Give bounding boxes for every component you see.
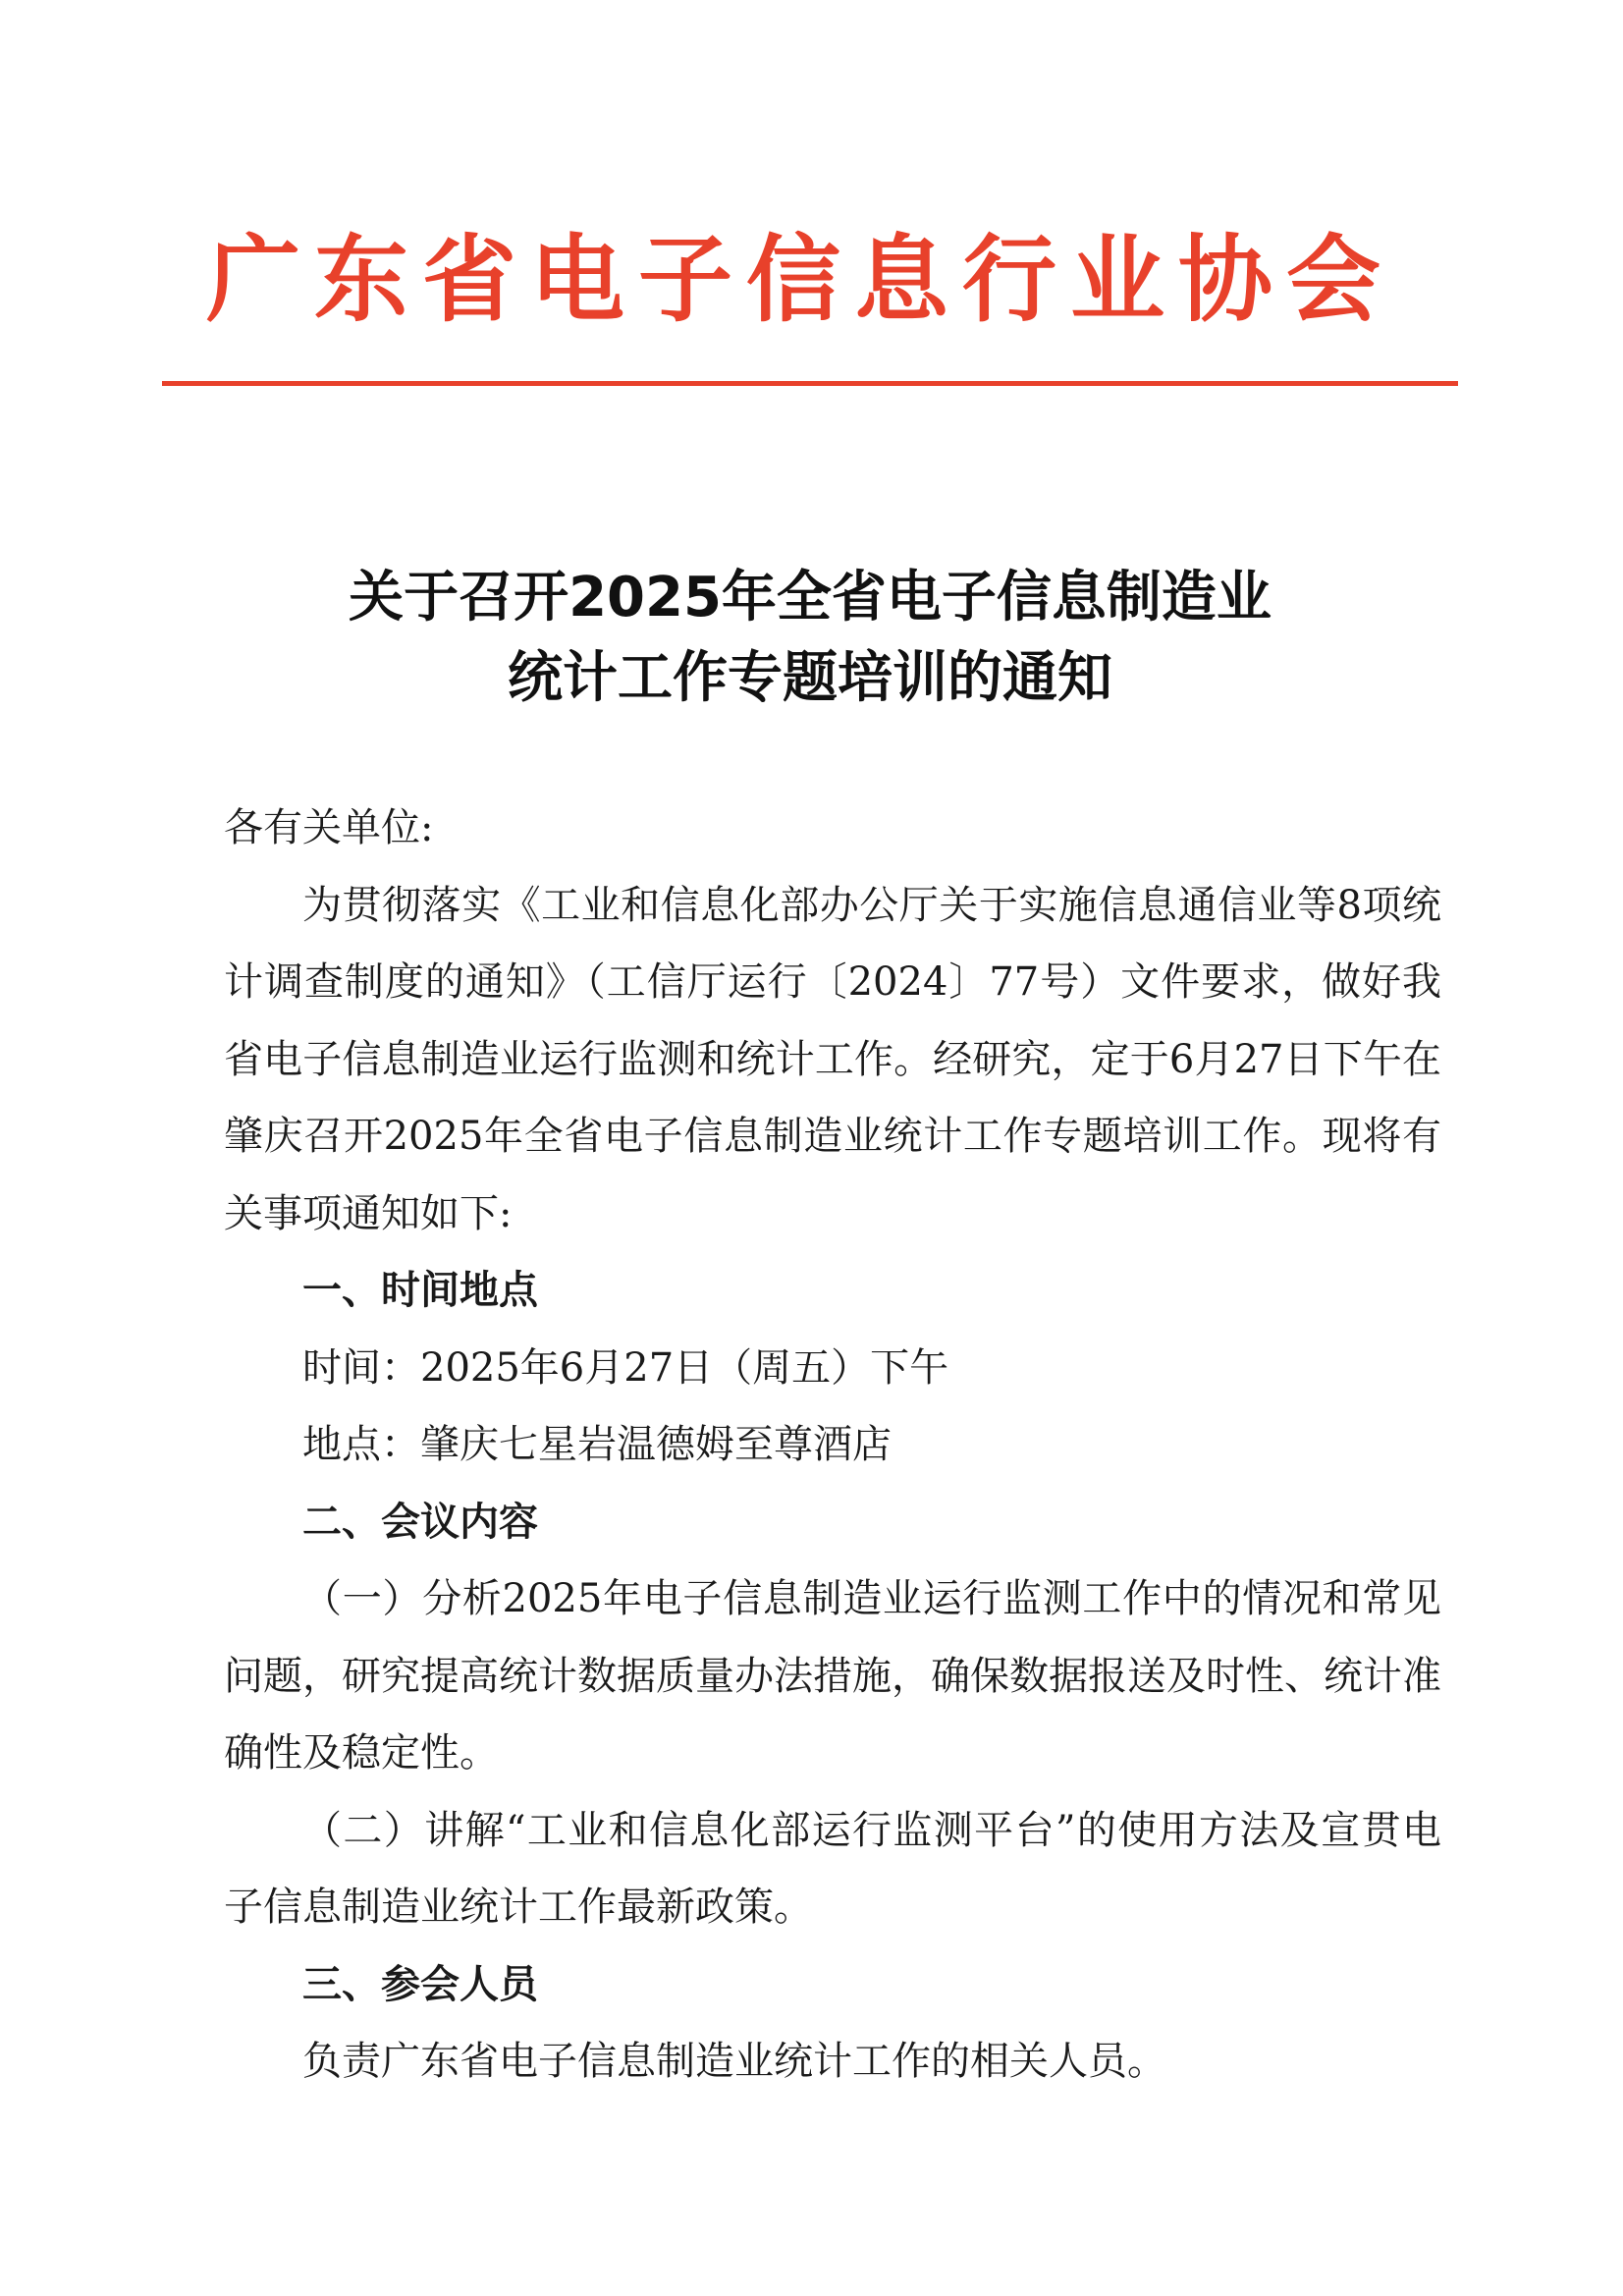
section-2-heading: 二、会议内容 <box>302 1499 538 1545</box>
content-item-2: （二）讲解“工业和信息化部运行监测平台”的使用方法及宣贯电子信息制造业统计工作最新政策。 <box>224 1807 1441 1930</box>
salutation: 各有关单位: <box>224 805 434 850</box>
document-body <box>224 790 1441 2101</box>
header-divider <box>162 381 1458 386</box>
section-1-heading: 一、时间地点 <box>302 1268 538 1313</box>
intro-paragraph: 为贯彻落实《工业和信息化部办公厅关于实施信息通信业等8项统计调查制度的通知》（工信厅运行〔2024〕77号）文件要求，做好我省电子信息制造业运行监测和统计工作。经研究，定于6月27日下午在肇庆召开2025年全省电子信息制造业统计工作专题培训工作。现将有关事项通知如下: <box>224 882 1441 1236</box>
content-item-1: （一）分析2025年电子信息制造业运行监测工作中的情况和常见问题，研究提高统计数据质量办法措施，确保数据报送及时性、统计准确性及稳定性。 <box>224 1576 1441 1776</box>
organization-header: 广东省电子信息行业协会 <box>206 225 1394 335</box>
meeting-time: 时间：2025年6月27日（周五）下午 <box>302 1344 949 1391</box>
section-3-heading: 三、参会人员 <box>302 1961 538 2007</box>
meeting-place: 地点：肇庆七星岩温德姆至尊酒店 <box>302 1422 892 1467</box>
title-line-1: 关于召开2025年全省电子信息制造业 <box>349 566 1271 629</box>
title-line-2: 统计工作专题培训的通知 <box>508 646 1112 710</box>
document-title <box>147 558 1473 719</box>
attendees-text: 负责广东省电子信息制造业统计工作的相关人员。 <box>302 2039 1166 2084</box>
